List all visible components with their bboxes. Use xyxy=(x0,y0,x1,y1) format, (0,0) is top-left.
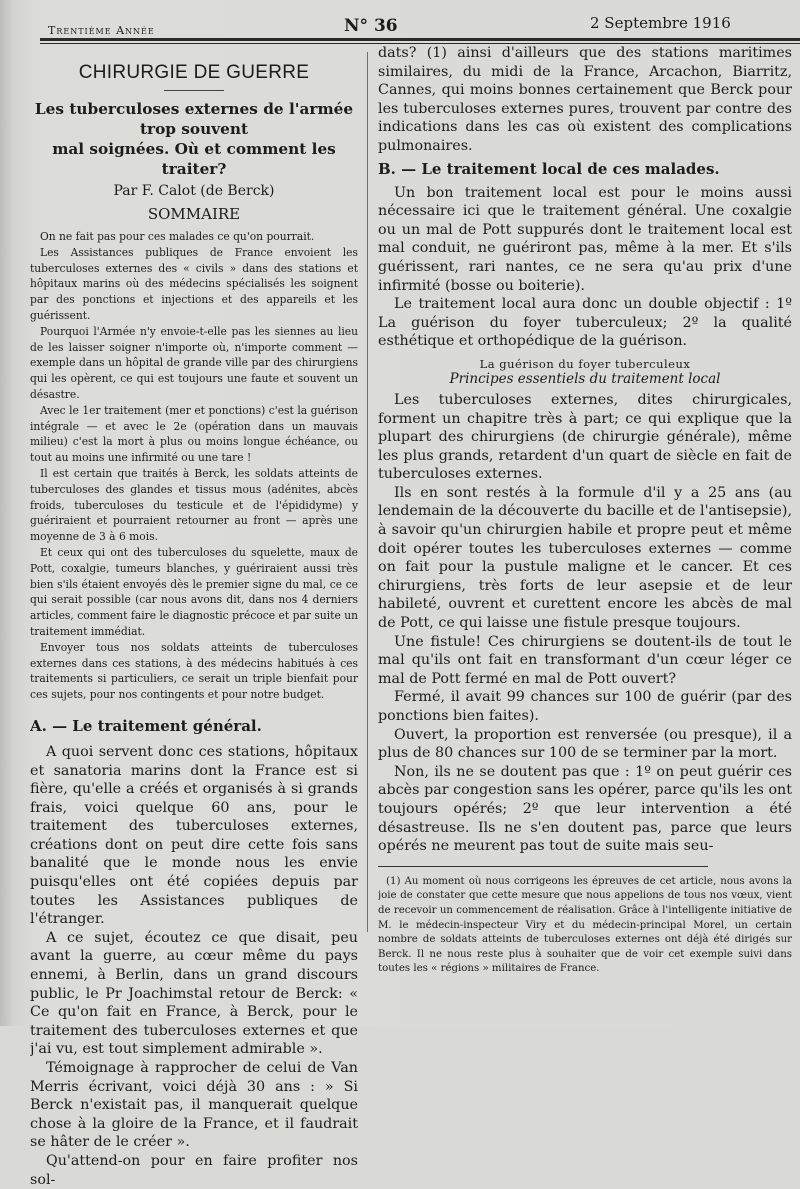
right-body-top xyxy=(378,44,792,156)
left-column xyxy=(30,58,358,1189)
body-paragraph: Le traitement local aura donc un double objectif : 1º La guérison du foyer tuberculeux; 2º la qualité esthétique et orthopédique de la guérison. xyxy=(378,296,792,350)
issue-date: 2 Septembre 1916 xyxy=(590,14,731,32)
issue-number: N° 36 xyxy=(344,16,398,36)
footnote-rule xyxy=(378,866,708,867)
summary-paragraph: Les Assistances publiques de France envoient les tuberculoses externes des « civils » dans des stations et hôpitaux marins où des médecins spécialisés les soignent par des ponctions et injections et des appareils et les guérissent. xyxy=(30,245,358,322)
summary-paragraph: Et ceux qui ont des tuberculoses du squelette, maux de Pott, coxalgie, tumeurs blanches, y guériraient aussi très bien s'ils étaient envoyés dès le premier signe du mal, ce ce qui serait possible (car nous avons dit, dans nos 4 derniers articles, comment faire le diagnostic précoce et par suite un traitement immédiat. xyxy=(30,545,358,638)
smallcaps-heading: La guérison du foyer tuberculeux xyxy=(479,356,691,371)
footnote-text: (1) Au moment où nous corrigeons les épreuves de cet article, nous avons la joie de constater que cette mesure que nous appelions de tous nos vœux, vient de recevoir un commencement de réalisation. Grâce à l'intelligente initiative de M. le médecin-inspecteur Viry et du médecin-principal Morel, un certain nombre de soldats atteints de tuberculoses externes ont déjà été dirigés sur Berck. Il ne nous reste plus à souhaiter que de voir cet exemple suivi dans toutes les « régions » militaires de France. xyxy=(378,875,792,975)
article-title-line2: mal soignées. Où et comment les traiter? xyxy=(52,140,336,178)
right-column xyxy=(378,44,792,977)
summary xyxy=(30,229,358,703)
subheading-a: A. — Le traitement général. xyxy=(30,716,262,735)
body-paragraph: dats? (1) ainsi d'ailleurs que des stations maritimes similaires, du midi de la France, Arcachon, Biarritz, Cannes, qui moins bonnes certainement que Berck pour les tuberculoses externes pures, trouvent par contre des indications dans les cas où existent des complications pulmonaires. xyxy=(378,45,792,154)
summary-paragraph: Envoyer tous nos soldats atteints de tuberculoses externes dans ces stations, à des médecins habitués à ces traitements si particuliers, ce serait un triple bienfait pour ces sujets, pour nos contingents et pour notre budget. xyxy=(30,640,358,702)
body-paragraph: Un bon traitement local est pour le moins aussi nécessaire ici que le traitement général. Une coxalgie ou un mal de Pott suppurés dont le traitement local est mal conduit, ne guériront pas, même à la mer. Et s'ils guérissent, rari nantes, ce ne sera qu'au prix d'une infirmité (bosse ou boiterie). xyxy=(378,184,792,294)
footnote xyxy=(378,875,792,977)
sommaire-heading: SOMMAIRE xyxy=(147,205,241,223)
article-title-line1: Les tuberculoses externes de l'armée trop souvent xyxy=(34,100,354,138)
right-body-b xyxy=(378,184,792,351)
body-paragraph: Les tuberculoses externes, dites chirurgicales, forment un chapitre très à part; ce qui explique que la plupart des chirurgiens (de chirurgie générale), même les plus grands, retardent d'un quart de siècle en fait de tuberculoses externes. xyxy=(378,391,792,483)
body-paragraph: A quoi servent donc ces stations, hôpitaux et sanatoria marins dont la France est si fière, qu'elle a créés et organisés à si grands frais, voici quelque 60 ans, pour le traitement des tuberculoses externes, créations dont on peut dire cette fois sans banalité que le monde nous les envie puisqu'elles ont été copiées depuis par toutes les Assistances publiques de l'étranger. xyxy=(30,743,358,928)
section-heading: CHIRURGIE DE GUERRE xyxy=(78,62,310,83)
column-divider xyxy=(367,52,368,932)
right-body-c xyxy=(378,391,792,856)
body-paragraph: Une fistule! Ces chirurgiens se doutent-ils de tout le mal qu'ils ont fait en transformant d'un cœur léger ce mal de Pott fermé en mal de Pott ouvert? xyxy=(378,633,792,687)
body-paragraph: Ouvert, la proportion est renversée (ou presque), il a plus de 80 chances sur 100 de se terminer par la mort. xyxy=(378,726,792,762)
body-paragraph: Fermé, il avait 99 chances sur 100 de guérir (par des ponctions bien faites). xyxy=(378,689,792,724)
italic-heading: Principes essentiels du traitement local xyxy=(449,370,721,387)
body-paragraph: Non, ils ne se doutent pas que : 1º on peut guérir ces abcès par congestion sans les opérer, parce qu'ils les ont toujours opérés; 2º que leur intervention a été désastreuse. Ils ne s'en doutent pas, parce que leurs opérés ne meurent pas tout de suite mais seu- xyxy=(378,763,792,855)
body-paragraph: A ce sujet, écoutez ce que disait, peu avant la guerre, au cœur même du pays ennemi, à Berlin, dans un grand discours public, le Pr Joachimstal retour de Berck: « Ce qu'on fait en France, à Berck, pour le traitement des tuberculoses externes et que j'ai vu, est tout simplement admirable ». xyxy=(30,929,358,1058)
left-body xyxy=(30,743,358,1189)
summary-paragraph: Il est certain que traités à Berck, les soldats atteints de tuberculoses des glandes et tissus mous (adénites, abcès froids, tuberculoses du testicule et de l'épididyme) y guériraient et pourraient retourner au front — après une moyenne de 3 à 6 mois. xyxy=(30,466,358,544)
summary-paragraph: Pourquoi l'Armée n'y envoie-t-elle pas les siennes au lieu de les laisser soigner n'importe où, n'importe comment — exemple dans un hôpital de grande ville par des chirurgiens qui les opèrent, ce qui est toujours une faute et souvent un désastre. xyxy=(30,324,358,401)
subheading-b: B. — Le traitement local de ces malades. xyxy=(378,159,720,178)
header-rule-thick xyxy=(40,38,800,41)
body-paragraph: Témoignage à rapprocher de celui de Van Merris écrivant, voici déjà 30 ans : » Si Berck n'existait pas, il manquerait quelque chose à la gloire de la France, et il faudrait se hâter de le créer ». xyxy=(30,1060,358,1151)
summary-paragraph: Avec le 1er traitement (mer et ponctions) c'est la guérison intégrale — et avec le 2e (opération dans un mauvais milieu) c'est la mort à plus ou moins longue échéance, ou tout au moins une infirmité ou une tare ! xyxy=(30,403,358,465)
byline: Par F. Calot (de Berck) xyxy=(113,183,275,199)
body-paragraph: Ils en sont restés à la formule d'il y a 25 ans (au lendemain de la découverte du bacille et de l'antisepsie), à savoir qu'un chirurgien habile et propre peut et même doit opérer toutes les tuberculoses externes — comme on fait pour la pustule maligne et le cancer. Et ces chirurgiens, très forts de leur asepsie et de leur habileté, ouvrent et curettent encore les abcès de mal de Pott, ce qui laisse une fistule presque toujours. xyxy=(378,484,792,632)
summary-paragraph: On ne fait pas pour ces malades ce qu'on pourrait. xyxy=(40,230,315,243)
section-rule xyxy=(164,90,224,91)
volume-label: Trentième Année xyxy=(48,24,155,37)
body-paragraph: Qu'attend-on pour en faire profiter nos sol- xyxy=(30,1152,358,1188)
